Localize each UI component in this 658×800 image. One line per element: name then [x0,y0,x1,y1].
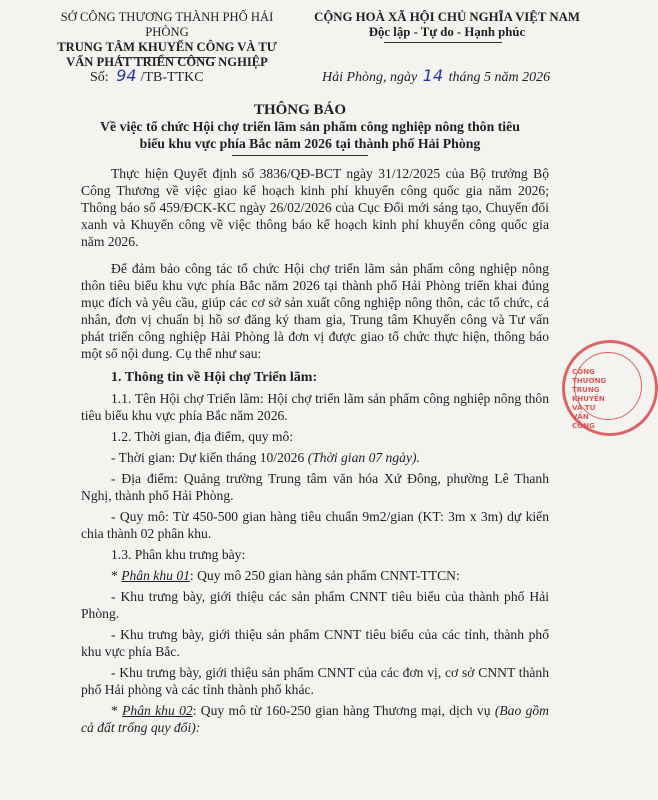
subject-line2: biểu khu vực phía Bắc năm 2026 tại thành phố Hải Phòng [139,136,481,151]
document-body [81,165,549,736]
subject-line1: Về việc tổ chức Hội chợ triển lãm sản phẩm công nghiệp nông thôn tiêu [100,119,520,134]
zone-2-text: : Quy mô từ 160-250 gian hàng Thương mại, dịch vụ [192,703,491,718]
number-prefix: Số: [90,70,109,85]
item-1-3: 1.3. Phân khu trưng bày: [111,547,246,562]
zone-1: * Phân khu 01: Quy mô 250 gian hàng sản phẩm CNNT-TTCN: [111,568,460,583]
zone-1-text: : Quy mô 250 gian hàng sản phẩm CNNT-TTCN: [189,568,460,583]
document-subject [62,118,558,152]
issue-date [322,66,550,86]
item-time [81,449,549,466]
paragraph-basis: Thực hiện Quyết định số 3836/QĐ-BCT ngày 31/12/2025 của Bộ trưởng Bộ Công Thương về việc giao kế hoạch kinh phí khuyến công quốc gia năm 2026; Thông báo số 459/ĐCK-KC ngày 26/02/2026 của Cục Đổi mới sáng tạo, Chuyển đổi xanh và Khuyến công về việc thông báo kế hoạch kinh phí khuyến công quốc gia năm 2026. [81,166,549,249]
country-name: CỘNG HOÀ XÃ HỘI CHỦ NGHĨA VIỆT NAM [314,10,580,24]
document-number [90,66,204,86]
time-note: (Thời gian 07 ngày). [307,450,420,465]
zone-2-note: (Bao gồm cả đất trống quy đổi): [81,703,549,735]
zone-1-label: Phân khu 01 [121,568,190,583]
motto-underline [384,42,502,43]
paragraph-purpose: Để đảm bảo công tác tổ chức Hội chợ triển lãm sản phẩm công nghiệp nông thôn tiêu biểu khu vực phía Bắc năm 2026 tại thành phố Hải Phòng triển khai đúng mục đích và yêu cầu, giúp các cơ sở sản xuất công nghiệp nông thôn, các tổ chức, cá nhân, đơn vị chuẩn bị hồ sơ đăng ký tham gia, Trung tâm Khuyến công và Tư vấn phát triển công nghiệp Hải Phòng là đơn vị được giao tổ chức thực hiện, thông báo một số nội dung. Cụ thể như sau: [81,261,549,361]
handwritten-number: 94 [116,66,137,85]
time-label: - Thời gian: Dự kiến tháng 10/2026 [111,450,305,465]
national-header [312,10,582,40]
zone-1-item-c: - Khu trưng bày, giới thiệu sản phẩm CNNT của các đơn vị, cơ sở CNNT thành phố Hải phòng và các tỉnh thành phố khác. [81,665,549,697]
zone-1-item-b: - Khu trưng bày, giới thiệu sản phẩm CNNT tiêu biểu của các tỉnh, thành phố khu vực phía Bắc. [81,627,549,659]
zone-2: * Phân khu 02: Quy mô từ 160-250 gian hàng Thương mại, dịch vụ (Bao gồm cả đất trống quy đổi): [81,703,549,735]
date-part1: Hải Phòng, ngày [322,70,418,85]
org-name-line1: TRUNG TÂM KHUYẾN CÔNG VÀ TƯ [57,40,277,54]
seal-text: CÔNG THƯƠNG TRUNG KHUYẾN VÀ TƯ VẤN CÔNG [572,368,607,430]
item-scale: - Quy mô: Từ 450-500 gian hàng tiêu chuẩn 9m2/gian (KT: 3m x 3m) dự kiến chia thành 02 phân khu. [81,509,549,541]
org-underline [118,57,216,58]
section-heading-1: 1. Thông tin về Hội chợ Triển lãm: [111,370,318,385]
handwritten-day: 14 [422,66,444,85]
zone-1-item-a: - Khu trưng bày, giới thiệu các sản phẩm CNNT tiêu biểu của thành phố Hải Phòng. [81,589,549,621]
national-motto: Độc lập - Tự do - Hạnh phúc [368,25,526,39]
date-part2: tháng 5 năm 2026 [448,70,551,85]
document-title: THÔNG BÁO [253,102,347,118]
zone-2-label: Phân khu 02 [122,703,193,718]
item-location: - Địa điểm: Quảng trường Trung tâm văn hóa Xứ Đông, phường Lê Thanh Nghị, thành phố Hải Phòng. [81,471,549,503]
org-parent: SỞ CÔNG THƯƠNG THÀNH PHỐ HẢI PHÒNG [60,10,274,39]
subject-underline [232,155,368,156]
item-1-2: 1.2. Thời gian, địa điểm, quy mô: [111,429,294,444]
number-suffix: /TB-TTKC [140,70,204,85]
org-name-line2: VẤN PHÁT TRIỂN CÔNG NGHIỆP [66,55,268,69]
issuing-organization [52,10,282,70]
item-1-1: 1.1. Tên Hội chợ Triển lãm: Hội chợ triển lãm sản phẩm công nghiệp nông thôn tiêu biểu khu vực phía Bắc năm 2026. [81,391,549,423]
